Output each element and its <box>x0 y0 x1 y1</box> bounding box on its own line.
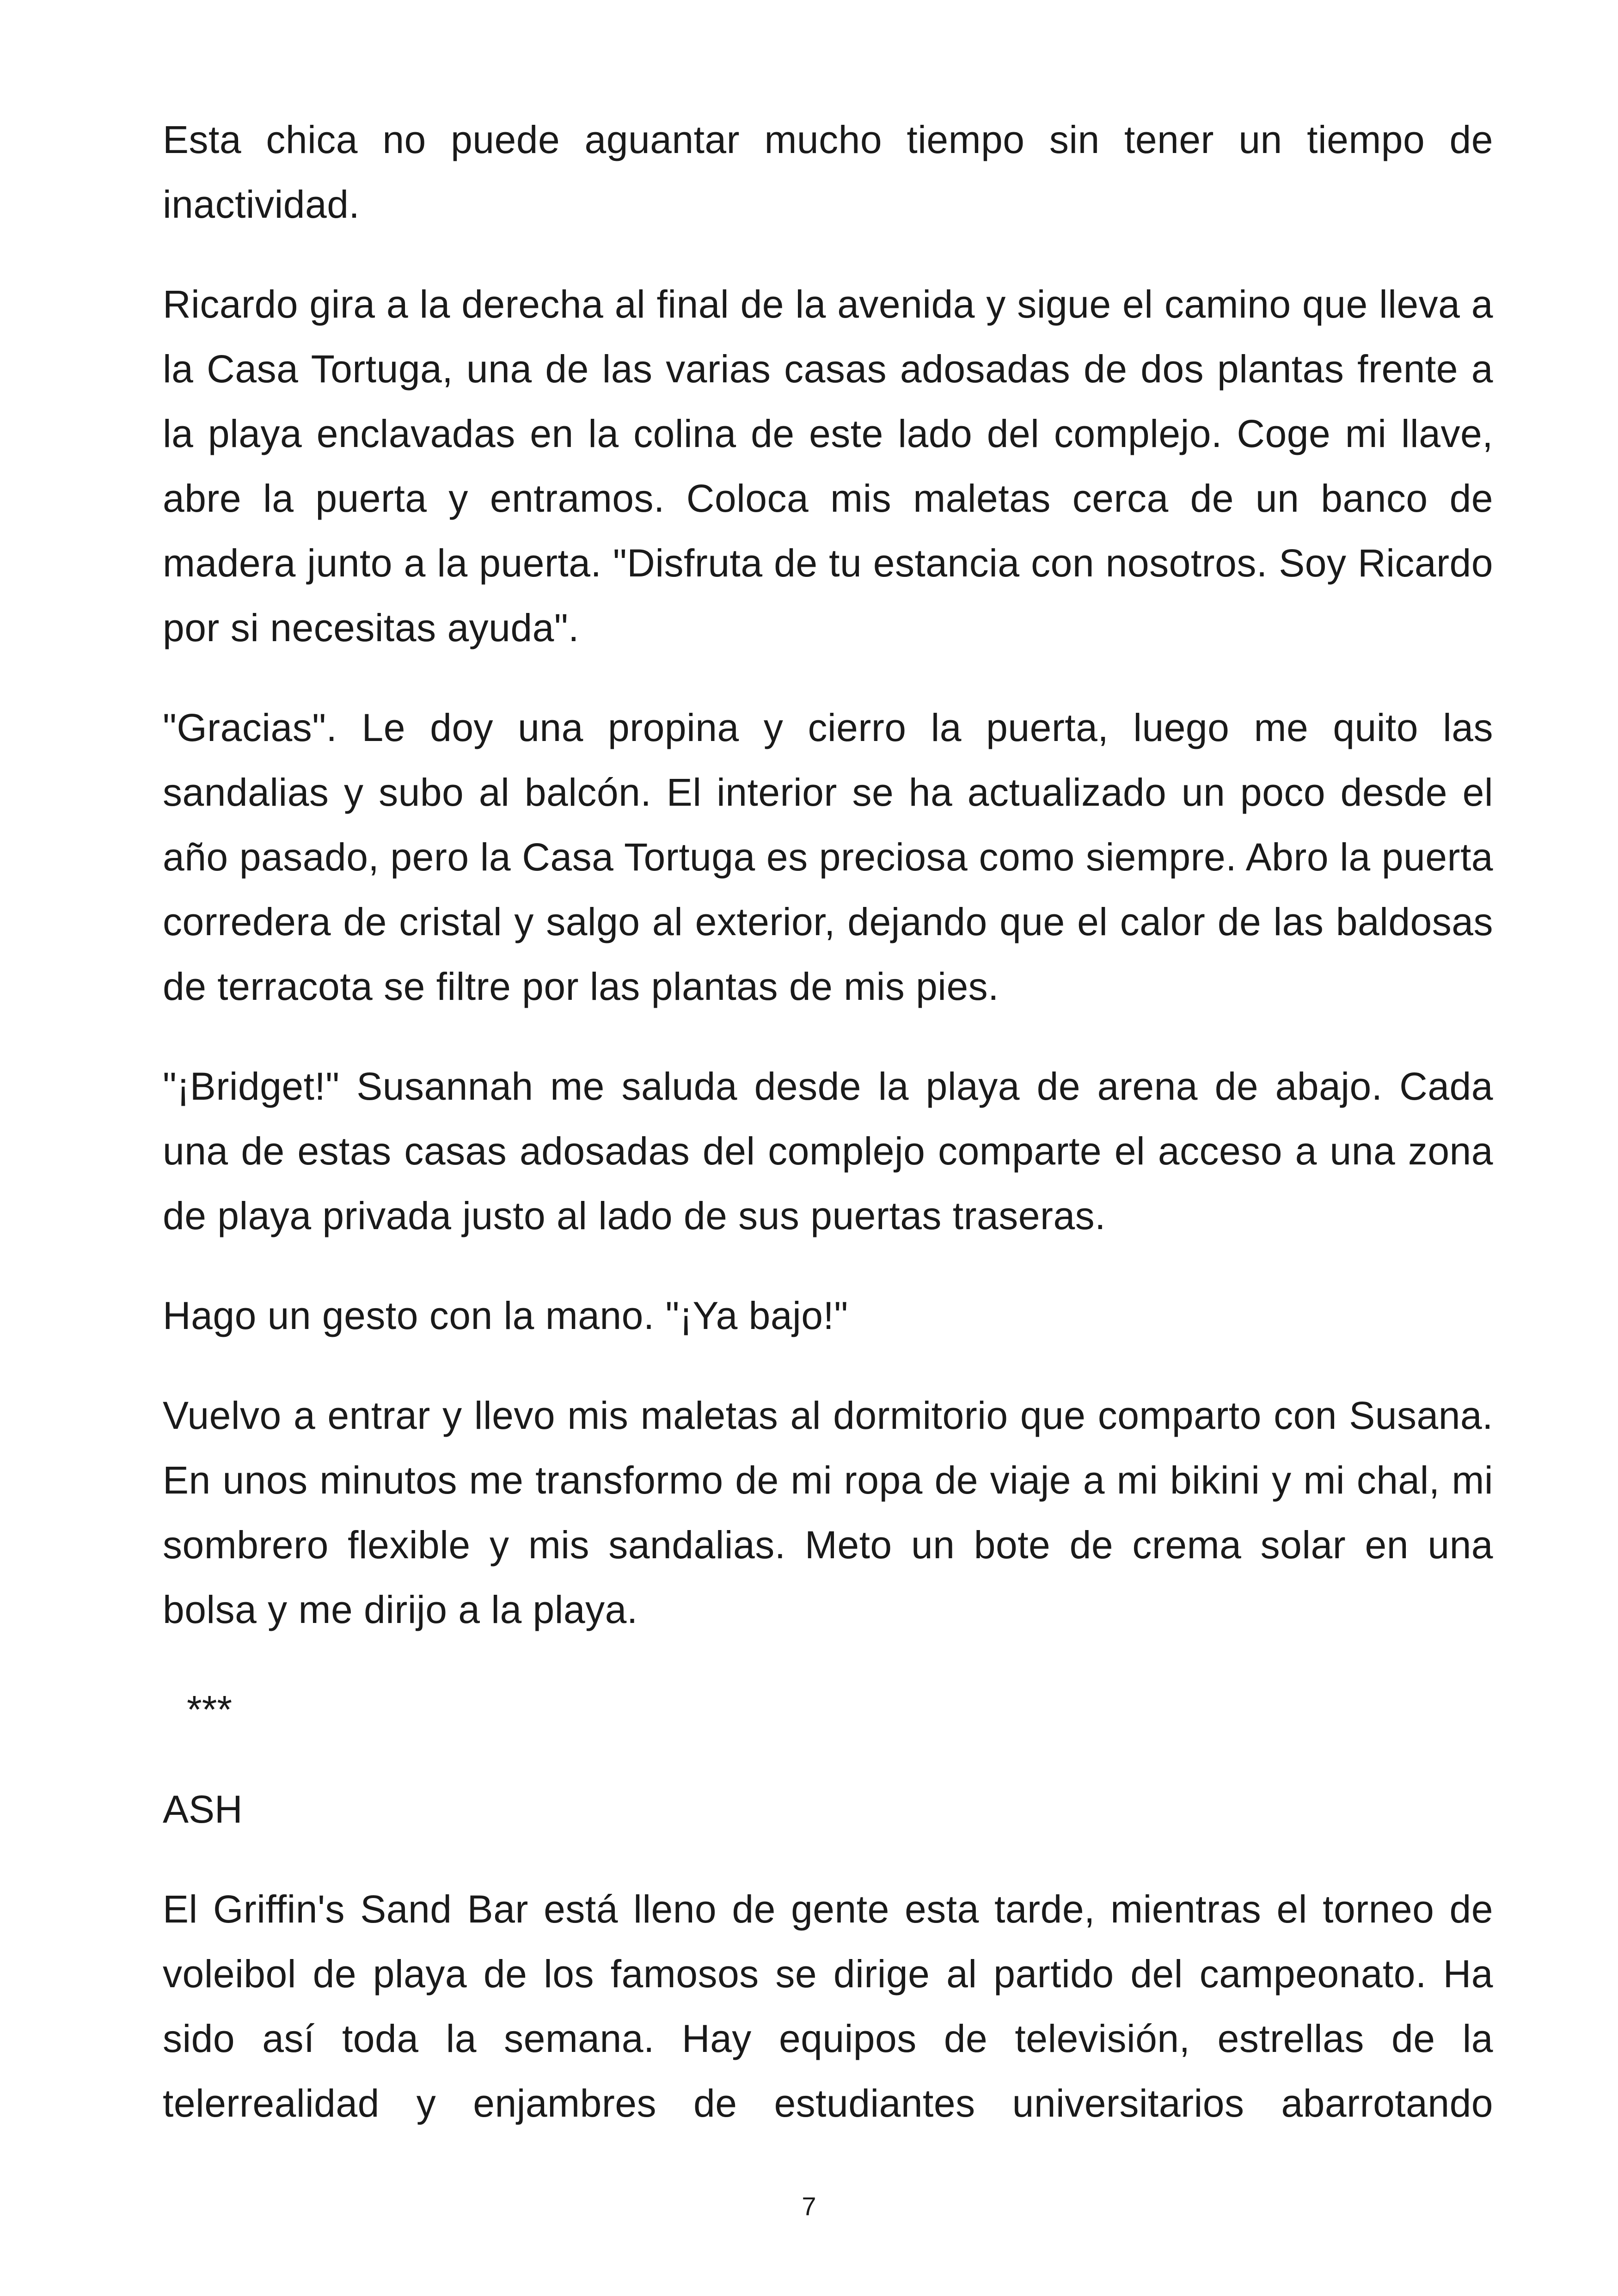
closing-paragraph: El Griffin's Sand Bar está lleno de gente esta tarde, mientras el torneo de voleibol de playa de los famosos se dirige al partido del campeonato. Ha sido así toda la semana. Hay equipos de televisión, estrellas de la telerrealidad y enjambres de estudiantes universitarios abarrotando <box>163 1887 1493 2125</box>
page-number: 7 <box>802 2192 816 2221</box>
paragraph-2: Ricardo gira a la derecha al final de la avenida y sigue el camino que lleva a la Casa Tortuga, una de las varias casas adosadas de dos plantas frente a la playa enclavadas en la colina de este lado del complejo. Coge mi llave, abre la puerta y entramos. Coloca mis maletas cerca de un banco de madera junto a la puerta. "Disfruta de tu estancia con nosotros. Soy Ricardo por si necesitas ayuda". <box>163 282 1493 649</box>
paragraph-3: "Gracias". Le doy una propina y cierro la puerta, luego me quito las sandalias y subo al balcón. El interior se ha actualizado un poco desde el año pasado, pero la Casa Tortuga es preciosa como siempre. Abro la puerta corredera de cristal y salgo al exterior, dejando que el calor de las baldosas de terracota se filtre por las plantas de mis pies. <box>163 706 1493 1008</box>
paragraph-1: Esta chica no puede aguantar mucho tiempo sin tener un tiempo de inactividad. <box>163 118 1493 226</box>
section-heading: ASH <box>163 1788 243 1831</box>
paragraph-6: Vuelvo a entrar y llevo mis maletas al dormitorio que comparto con Susana. En unos minutos me transformo de mi ropa de viaje a mi bikini y mi chal, mi sombrero flexible y mis sandalias. Meto un bote de crema solar en una bolsa y me dirijo a la playa. <box>163 1394 1493 1631</box>
paragraph-5: Hago un gesto con la mano. "¡Ya bajo!" <box>163 1294 848 1337</box>
text-column <box>163 107 1493 2171</box>
section-separator: *** <box>187 1688 233 1731</box>
paragraph-4: "¡Bridget!" Susannah me saluda desde la playa de arena de abajo. Cada una de estas casas adosadas del complejo comparte el acceso a una zona de playa privada justo al lado de sus puertas traseras. <box>163 1065 1493 1237</box>
